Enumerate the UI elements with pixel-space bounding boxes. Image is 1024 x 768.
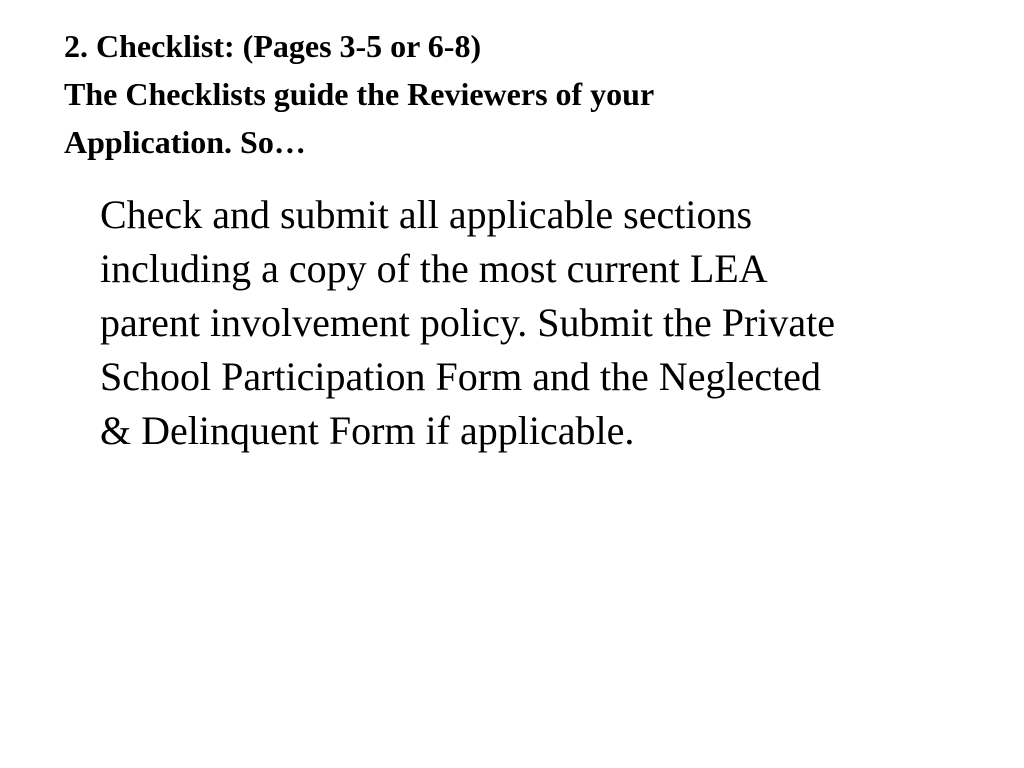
title-line: Application. So… [64,124,306,160]
slide-body-text [100,188,970,458]
body-line: Check and submit all applicable sections [100,192,753,237]
title-line: 2. Checklist: (Pages 3-5 or 6-8) [64,28,482,64]
slide-title [64,22,964,166]
body-line: including a copy of the most current LEA [100,246,768,291]
title-line: The Checklists guide the Reviewers of your [64,76,655,112]
body-line: parent involvement policy. Submit the Private [100,300,836,345]
body-line: School Participation Form and the Neglected [100,354,821,399]
body-line: & Delinquent Form if applicable. [100,408,635,453]
